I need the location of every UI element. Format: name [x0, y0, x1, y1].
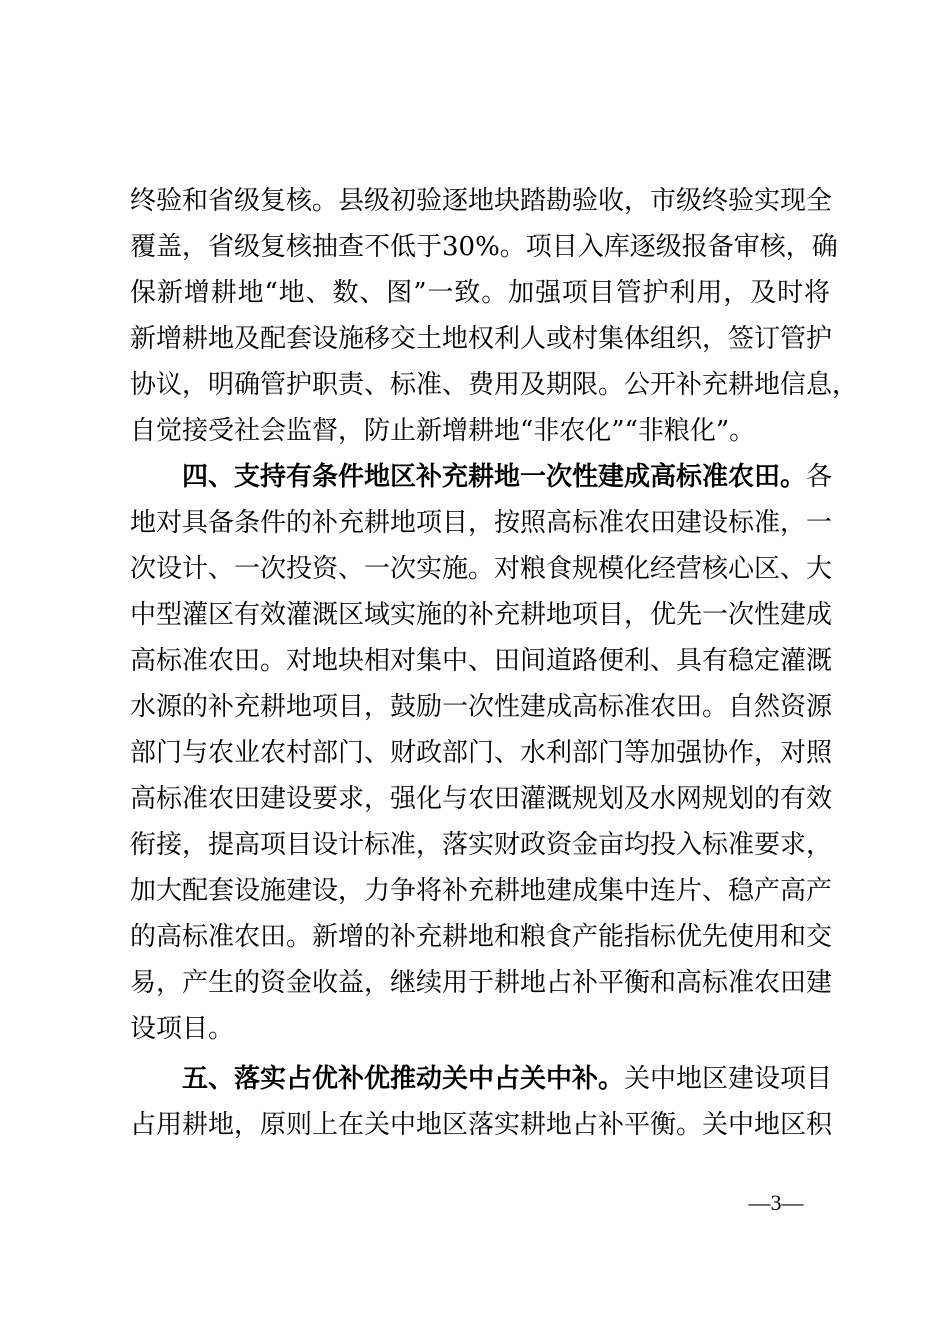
text-line: 占用耕地，原则上在关中地区落实耕地占补平衡。关中地区积	[130, 1110, 833, 1140]
text-run: 关中地区建设项目	[624, 1064, 833, 1094]
text-line: 加大配套设施建设，力争将补充耕地建成集中连片、稳产高产	[130, 876, 833, 906]
text-line: 协议，明确管护职责、标准、费用及期限。公开补充耕地信息，	[130, 370, 859, 400]
paragraph-first-line	[182, 454, 833, 500]
text-line: 新增耕地及配套设施移交土地权利人或村集体组织，签订管护	[130, 324, 833, 354]
text-line: 易，产生的资金收益，继续用于耕地占补平衡和高标准农田建	[130, 968, 833, 998]
text-line: 部门与农业农村部门、财政部门、水利部门等加强协作，对照	[130, 738, 833, 768]
text-line: 衔接，提高项目设计标准，落实财政资金亩均投入标准要求，	[130, 830, 833, 860]
text-line: 高标准农田建设要求，强化与农田灌溉规划及水网规划的有效	[130, 784, 833, 814]
text-line: 保新增耕地“地、数、图”一致。加强项目管护利用，及时将	[130, 278, 830, 308]
text-line: 高标准农田。对地块相对集中、田间道路便利、具有稳定灌溉	[130, 646, 833, 676]
text-line: 次设计、一次投资、一次实施。对粮食规模化经营核心区、大	[130, 554, 833, 584]
section-heading: 五、落实占优补优推动关中占关中补。	[182, 1064, 625, 1094]
page-number: —3—	[748, 1190, 804, 1215]
text-line: 覆盖，省级复核抽查不低于30%。项目入库逐级报备审核，确	[130, 232, 838, 262]
text-line: 水源的补充耕地项目，鼓励一次性建成高标准农田。自然资源	[130, 692, 833, 722]
text-line: 地对具备条件的补充耕地项目，按照高标准农田建设标准，一	[130, 508, 833, 538]
text-line: 的高标准农田。新增的补充耕地和粮食产能指标优先使用和交	[130, 922, 833, 952]
section-heading: 四、支持有条件地区补充耕地一次性建成高标准农田。	[182, 462, 807, 492]
paragraph-first-line	[182, 1056, 833, 1102]
text-line: 中型灌区有效灌溉区域实施的补充耕地项目，优先一次性建成	[130, 600, 833, 630]
text-line: 终验和省级复核。县级初验逐地块踏勘验收，市级终验实现全	[130, 186, 833, 216]
text-run: 各	[806, 462, 833, 492]
text-line: 自觉接受社会监督，防止新增耕地“非农化”“非粮化”。	[130, 416, 756, 446]
text-line: 设项目。	[130, 1014, 235, 1044]
